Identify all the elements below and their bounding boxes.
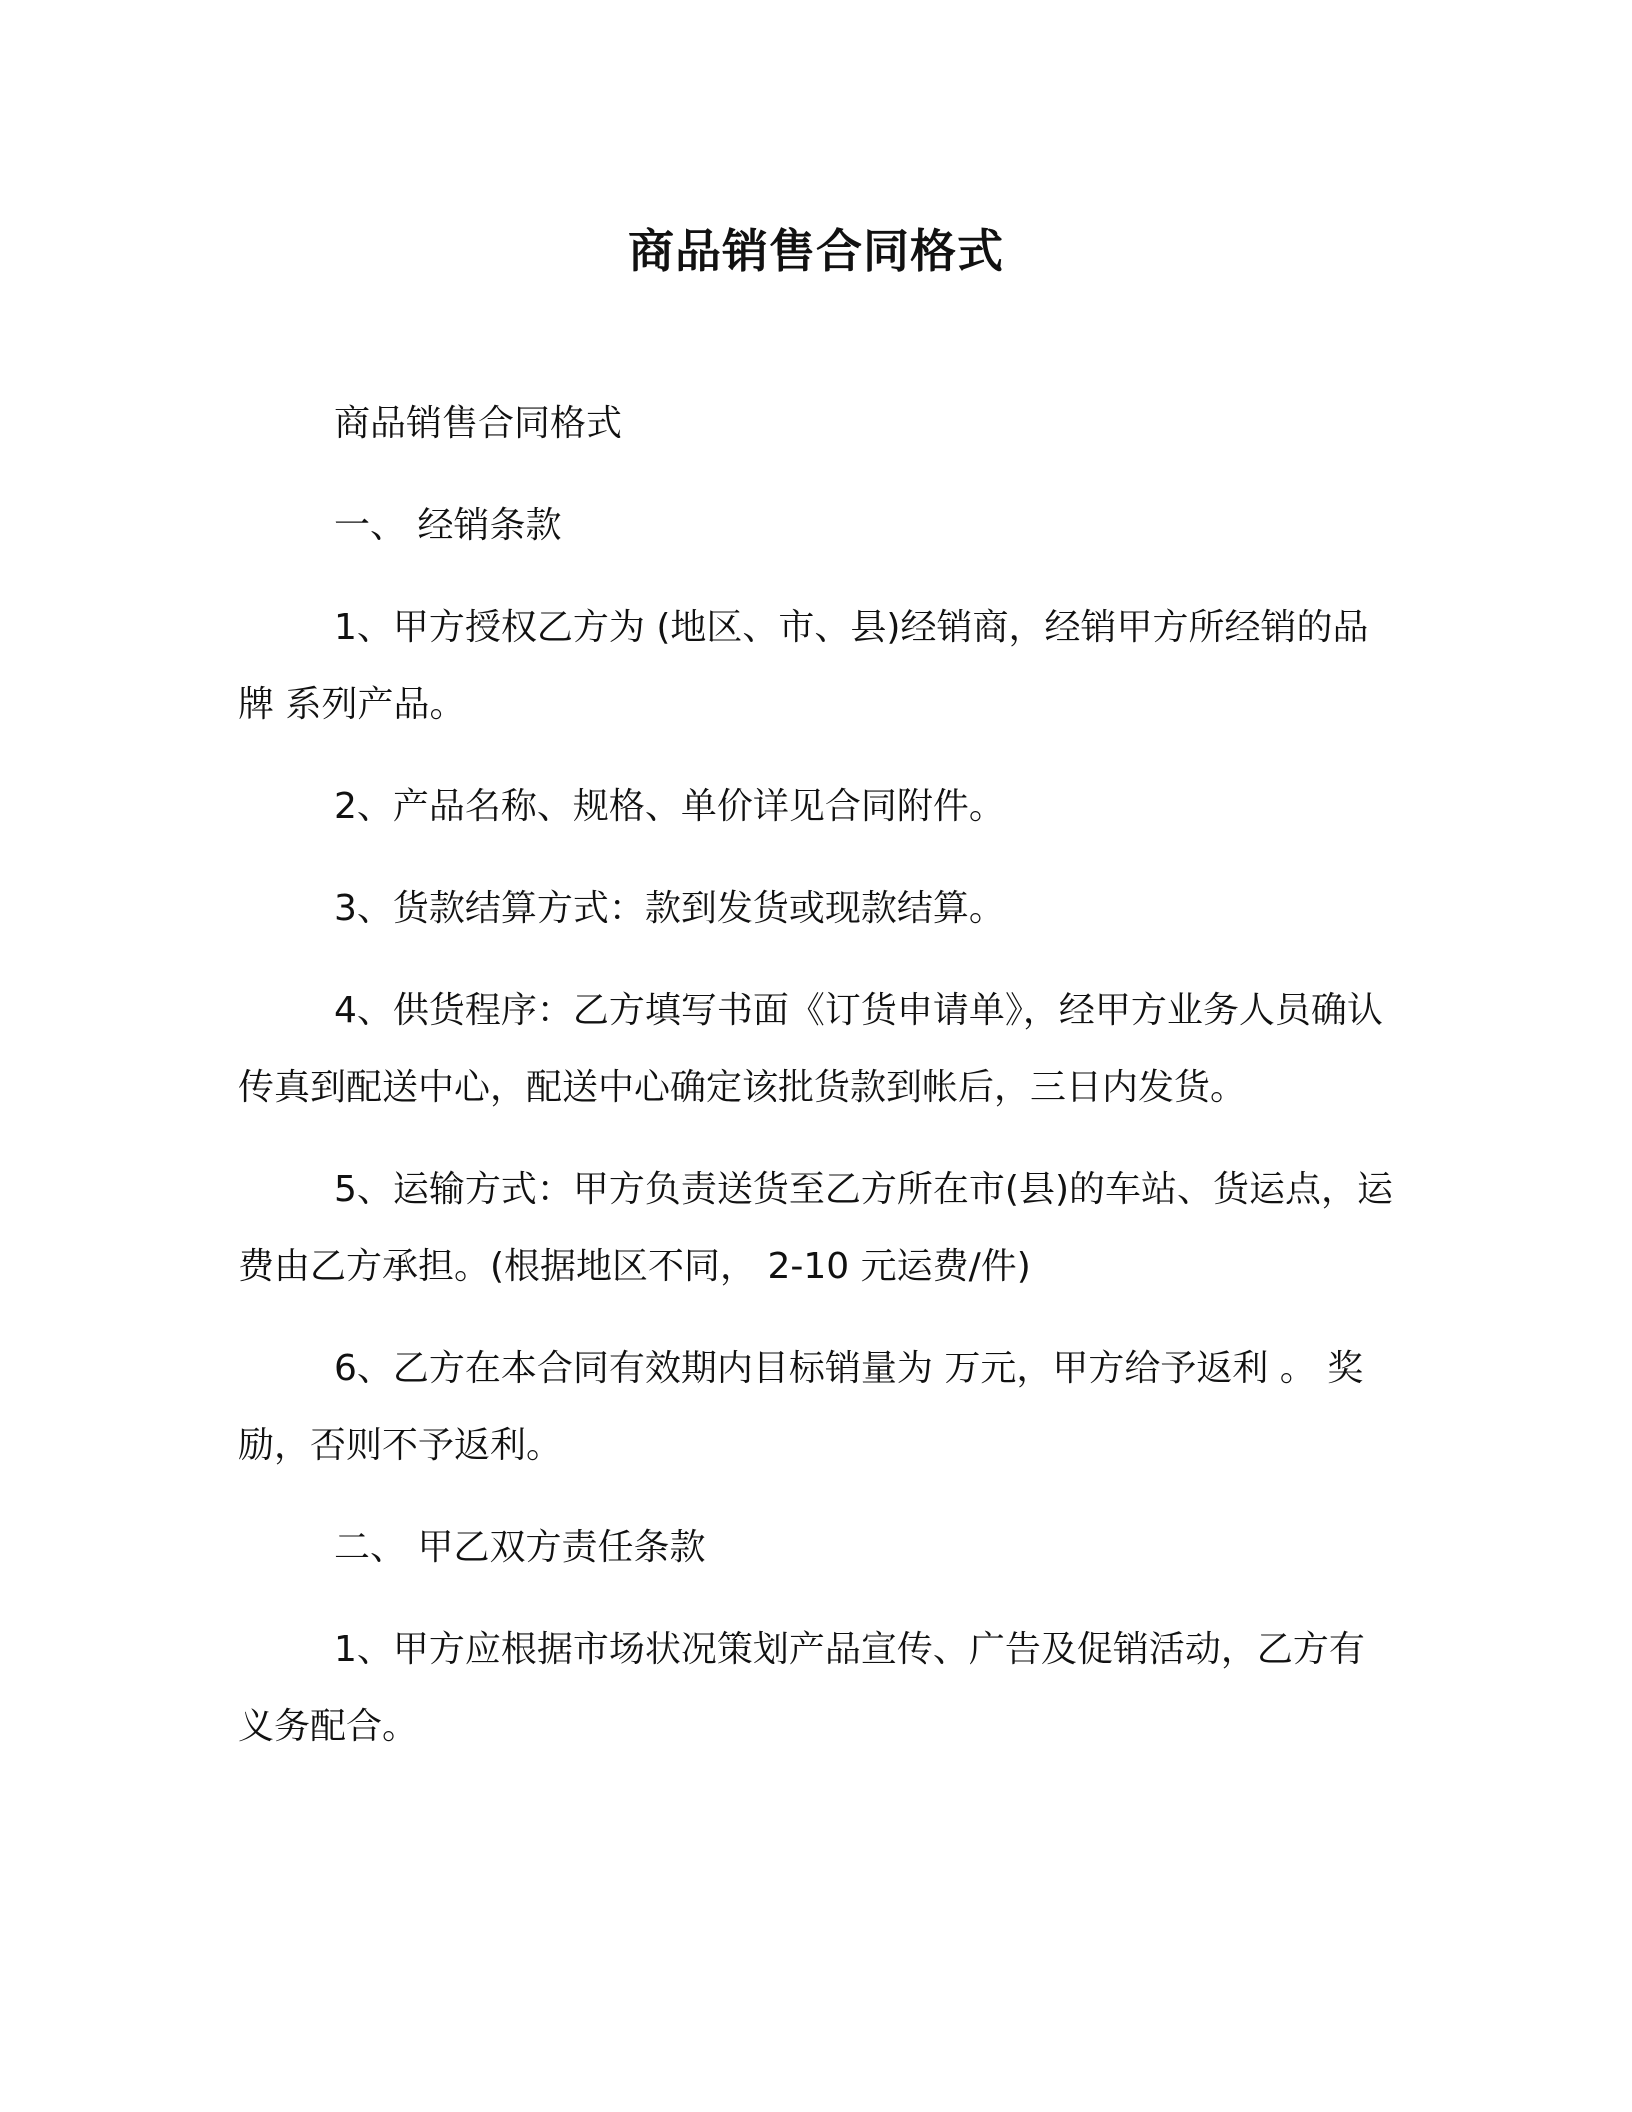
section-heading-2: 二、 甲乙双方责任条款 <box>334 1527 706 1568</box>
clause-paragraph: 3、货款结算方式：款到发货或现款结算。 <box>334 888 1005 929</box>
document-body <box>238 385 1398 1790</box>
clause-paragraph: 1、甲方应根据市场状况策划产品宣传、广告及促销活动，乙方有义务配合。 <box>238 1629 1365 1747</box>
subtitle-paragraph: 商品销售合同格式 <box>334 403 623 444</box>
clause-paragraph: 6、乙方在本合同有效期内目标销量为 万元，甲方给予返利 。 奖励，否则不予返利。 <box>238 1348 1364 1466</box>
clause-paragraph: 5、运输方式：甲方负责送货至乙方所在市(县)的车站、货运点，运费由乙方承担。(根据地区不同， 2-10 元运费/件) <box>238 1169 1393 1287</box>
clause-paragraph: 1、甲方授权乙方为 (地区、市、县)经销商，经销甲方所经销的品牌 系列产品。 <box>238 607 1369 725</box>
section-heading-1: 一、 经销条款 <box>334 505 562 546</box>
clause-paragraph: 2、产品名称、规格、单价详见合同附件。 <box>334 786 1005 827</box>
clause-paragraph: 4、供货程序：乙方填写书面《订货申请单》，经甲方业务人员确认传真到配送中心，配送中心确定该批货款到帐后，三日内发货。 <box>238 990 1383 1108</box>
document-title: 商品销售合同格式 <box>628 224 1004 278</box>
